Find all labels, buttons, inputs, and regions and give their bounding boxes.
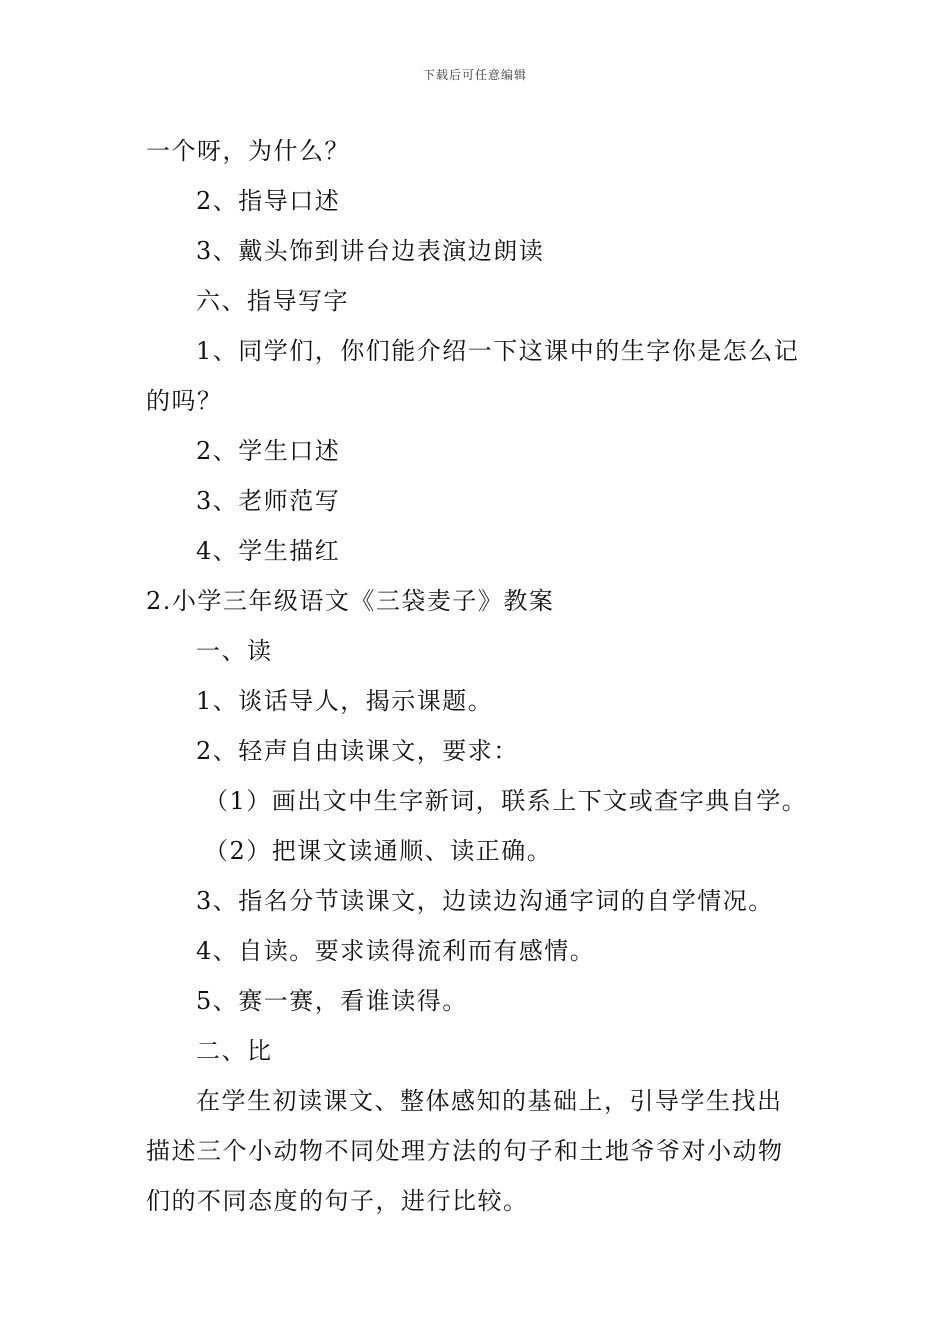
paragraph-line: （1）画出文中生字新词，联系上下文或查字典自学。 xyxy=(204,787,808,815)
paragraph-line: 3、老师范写 xyxy=(196,487,341,515)
paragraph-line: 4、自读。要求读得流利而有感情。 xyxy=(196,937,596,965)
document-body xyxy=(146,126,808,1226)
paragraph-line: 4、学生描红 xyxy=(196,537,341,565)
page-header: 下载后可任意编辑 xyxy=(422,68,527,82)
paragraph-line: 2、轻声自由读课文，要求： xyxy=(196,737,519,765)
paragraph-line: 一个呀，为什么？ xyxy=(146,137,350,165)
paragraph-line: 1、谈话导人，揭示课题。 xyxy=(196,687,494,715)
section-heading: 六、指导写字 xyxy=(196,287,349,315)
paragraph-line: 在学生初读课文、整体感知的基础上，引导学生找出 xyxy=(196,1087,783,1115)
paragraph-line: 3、指名分节读课文，边读边沟通字词的自学情况。 xyxy=(196,887,774,915)
paragraph-line: 5、赛一赛，看谁读得。 xyxy=(196,987,468,1015)
paragraph-line: 2、指导口述 xyxy=(196,187,341,215)
paragraph-line: 3、戴头饰到讲台边表演边朗读 xyxy=(196,237,545,265)
paragraph-line: （2）把课文读通顺、读正确。 xyxy=(204,837,553,865)
paragraph-line: 描述三个小动物不同处理方法的句子和土地爷爷对小动物 xyxy=(146,1137,784,1165)
paragraph-line: 们的不同态度的句子，进行比较。 xyxy=(146,1187,529,1215)
section-heading: 二、比 xyxy=(196,1037,273,1065)
section-heading: 一、读 xyxy=(196,637,273,665)
paragraph-line: 2、学生口述 xyxy=(196,437,341,465)
lesson-title: 2.小学三年级语文《三袋麦子》教案 xyxy=(146,587,555,615)
paragraph-line: 的吗？ xyxy=(146,387,223,415)
paragraph-line: 1、同学们，你们能介绍一下这课中的生字你是怎么记 xyxy=(196,337,800,365)
